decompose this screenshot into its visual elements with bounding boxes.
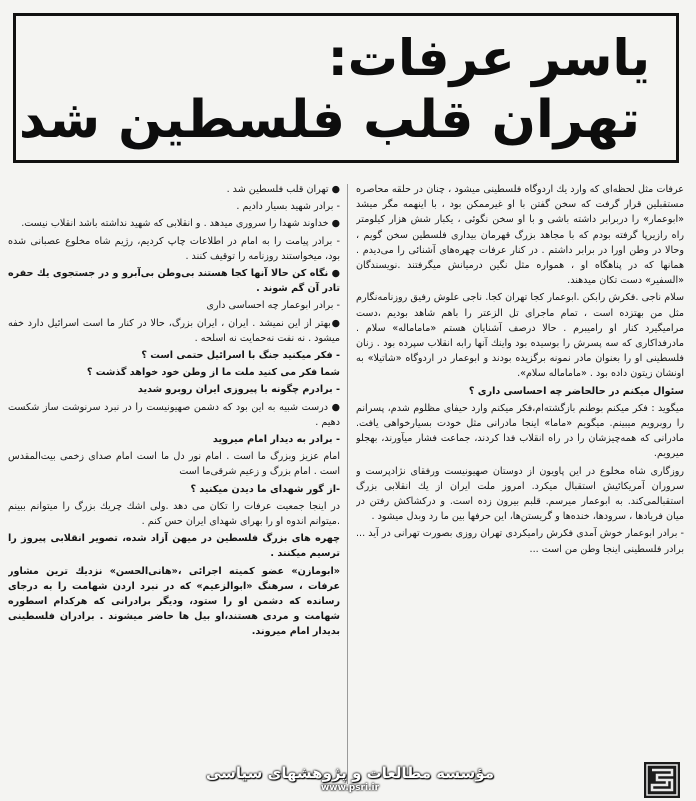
- paragraph: - برادر به دیدار امام میروید: [212, 434, 340, 446]
- paragraph: عرفات مثل لحظه‌ای که وارد یك اردوگاه فلسطینی میشود ، چنان در حلقه محاصره مستقبلین قرار گرفت که سخن گفتن با او غیرممکن بود ، با اینهمه مگر میشد «ابوعمار» را دربرابر داشته باشی و با او سخن نگوئی ، یکبار شش هزار کیلومتر راه رازیرپا گرفته بودم که با مجاهد بزرگ قهرمان بیداری فلسطین سخن گویم ، وحالا در وطن اورا در برابر داشتم . در کنار عرفات چهره‌های آشنائی را می‌دیدم . همانها که در پناهگاه او ، همواره مثل نگین درمیانش میگرفتند .نویسندگان «السفیر» دست تکان میدهند.: [356, 184, 684, 287]
- paragraph: امام عزیز وبزرگ ما است . امام نور دل ما است امام صدای زخمی بیت‌المقدس است . امام بزرگ و زعیم شرقی‌ما است: [8, 451, 340, 478]
- article-column-right: [356, 182, 684, 772]
- paragraph: - برادرم چگونه با پیروزی ایران روبرو شدید: [137, 384, 340, 396]
- paragraph: - برادر شهید بسیار دادیم .: [236, 201, 340, 213]
- paragraph: ● درست شبیه به این بود که دشمن صهیونیست را در نبرد سرنوشت ساز شکست دهیم .: [8, 401, 340, 428]
- headline-line-1: یاسر عرفات:: [327, 29, 650, 87]
- institute-logo-icon: [644, 762, 680, 798]
- article-column-left: [8, 182, 340, 782]
- paragraph: سئوال میکنم در حالحاضر چه احساسی داری ؟: [468, 385, 684, 397]
- paragraph: - فکر میکنید جنگ با اسرائیل حتمی است ؟: [141, 350, 340, 362]
- watermark-url: www.psri.ir: [320, 783, 380, 793]
- paragraph: در اینجا جمعیت عرفات را تکان می دهد .ولی اشك چریك بزرگ را میتوانم ببینم .میتوانم اندوه او را بهرای شهدای ایران حس کنم .: [8, 500, 340, 528]
- watermark: [60, 764, 640, 798]
- paragraph: روزگاری شاه مخلوع در این پاویون از دوستان صهیونیست ورفقای نژادپرست و سروران آمریکائیش استقبال میکرد. امروز ملت ایران از یك انقلابی بزرگ استقبالمی‌کند. به ابوعمار میرسم. قلبم بیرون زده است. و درکشاکش رفتن در میان فریادها ، سرودها، خنده‌ها و گریستن‌ها، این حرفها بین ما رد وبدل میشود .: [356, 465, 684, 523]
- paragraph: ● تهران قلب فلسطین شد .: [226, 184, 340, 195]
- paragraph: «ابومازن» عضو کمیته اجرائی ،«هانی‌الحسن» نزدیك ترین مشاور عرفات ، سرهنگ «ابوالزعیم» که در نبرد اردن شهامت را به درجای رسانده که دشمن او را ستود، ودیگر برادرانی که هرکدام اسطوره شهامت و مردی هستند،او بیل ها حاضر میشوند . برادران فلسطینی بدیدار امام میروند.: [8, 565, 340, 638]
- paragraph: - برادر پیامت را به امام در اطلاعات چاپ کردیم، رژیم شاه مخلوع عصبانی شده بود، میخواستند روزنامه را توقیف کنند .: [8, 235, 340, 262]
- paragraph: ● نگاه کن حالا آنها کجا هستند بی‌وطن بی‌آبرو و در جستجوی یك حفره تادر آن گم شوند .: [8, 268, 340, 295]
- paragraph: چهره های بزرگ فلسطین در میهن آزاد شده، تصویر انقلابی پیروز را ترسیم میکنند .: [8, 533, 340, 560]
- paragraph: - برادر ابوعمار چه احساسی داری: [206, 300, 340, 312]
- paragraph: -از گور شهدای ما دیدن میکنید ؟: [190, 483, 340, 495]
- watermark-text: مؤسسه مطالعات و پژوهشهای سیاسی: [205, 764, 495, 782]
- headline-box: [13, 13, 679, 163]
- paragraph: میگوید : فکر میکنم بوطنم بازگشته‌ام،فکر میکنم وارد حیفای مظلوم شدم، پسرانم را روبرویم میبینم. میگویم «ماما» اینجا مادرانی مثل خودت بسیارخواهی یافت. مادرانی که همه‌چیزشان را در راه انقلاب فدا کردند، جماعت فشار میآورند، بهجلو میرویم.: [356, 402, 684, 460]
- column-divider: [347, 184, 348, 784]
- paragraph: شما فکر می کنید ملت ما از وطن خود خواهد گذشت ؟: [86, 367, 340, 379]
- paragraph: - برادر ابوعمار خوش آمدی فکرش رامیکردی تهران روزی بصورت تهرانی در آید ... برادر فلسطینی اینجا وطن من است ...: [356, 528, 684, 555]
- headline-line-2: تهران قلب فلسطین شد: [18, 90, 640, 150]
- paragraph: سلام ناجی .فکرش رابکن .ابوعمار کجا تهران کجا. ناجی علوش رفیق روزنامه‌نگارم مثل من بهتزده است ، تمام ماجرای تل الزعتر را باهم شاهد بودیم ،دست مرامیگیرد کنار او رامیبرم . حالا درصف آشنایان هستم «ماما‌ماله» سلام . مادرفداکاری که سه پسرش را بوسیده بود واینك آنها رابه انقلاب سپرده بود . زنان فلسطینی او را بعنوان مادر نمونه برگزیده بودند و ابوعمار در اردوگاه «شاتیلا» به اونشان زیتون داده بود . «ماما‌ماله سلام».: [356, 292, 684, 380]
- paragraph: ●بهتر از این نمیشد . ایران ، ایران بزرگ، حالا در کنار ما است اسرائیل دارد خفه میشود . نه نفت نه‌حمایت نه اسلحه .: [8, 317, 340, 344]
- paragraph: ● خداوند شهدا را سروری میدهد . و انقلابی که شهید نداشته باشد انقلاب نیست.: [21, 218, 340, 230]
